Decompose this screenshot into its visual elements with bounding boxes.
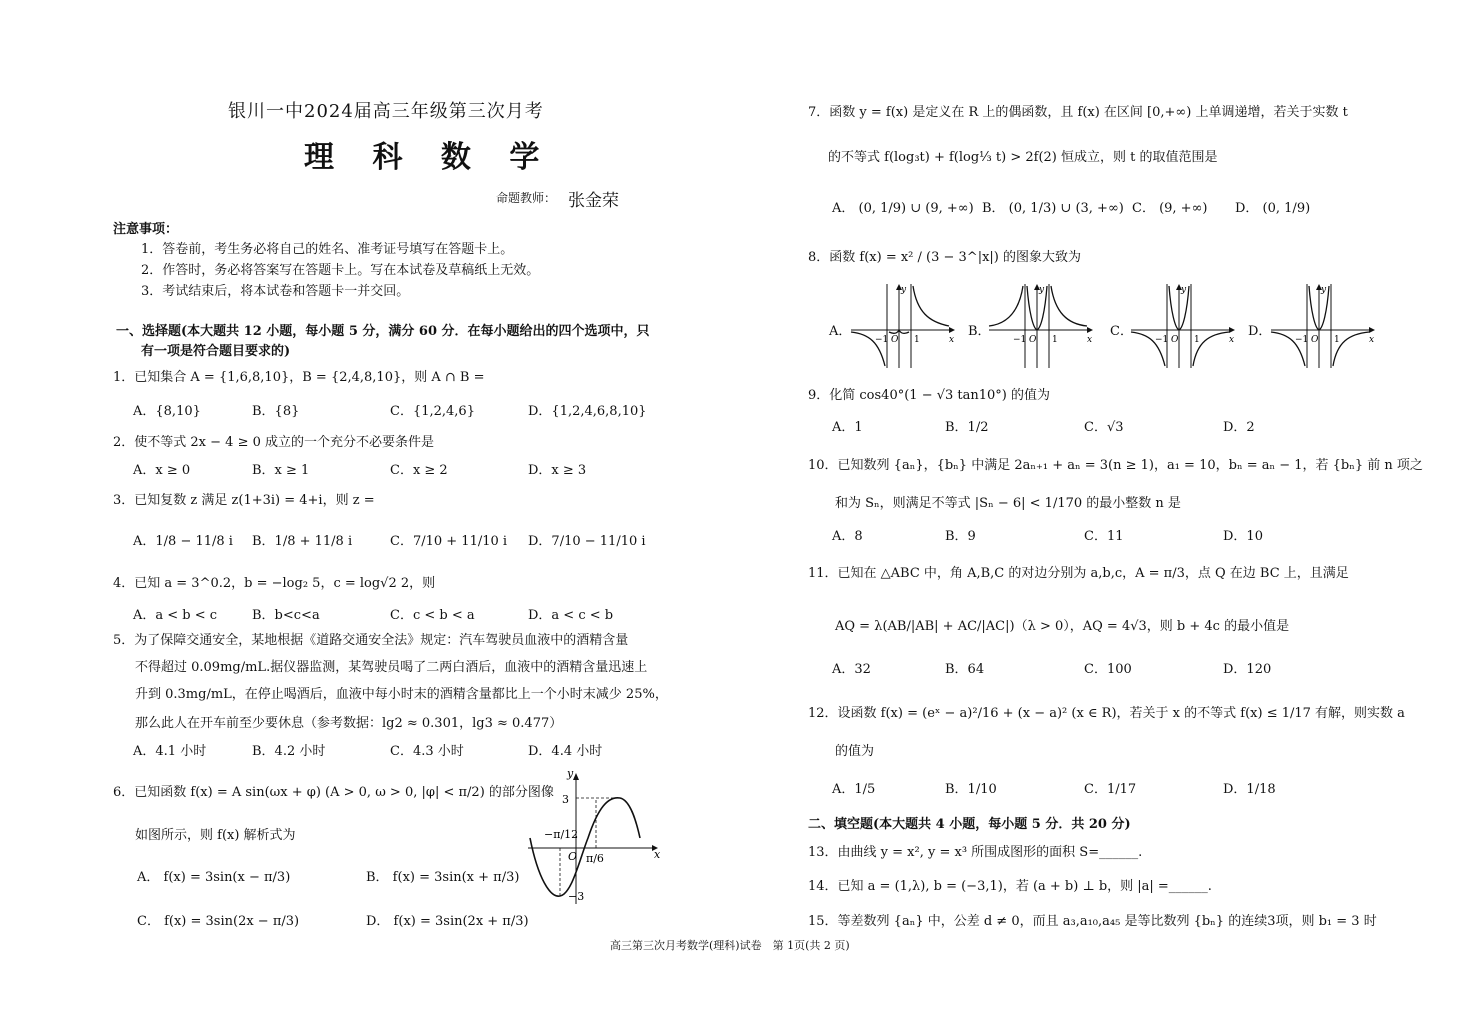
graph8-b-figure: [987, 282, 1097, 370]
section1-heading-cont: 有一项是符合题目要求的): [141, 344, 291, 359]
q2-option-c: C．x ≥ 2: [390, 463, 448, 478]
author-name: 张金荣: [568, 191, 619, 211]
question-4-stem: 4．已知 a = 3^0.2，b = −log₂ 5，c = log√2 2，则: [113, 576, 436, 591]
question-5-stem-cont: 那么此人在开车前至少要休息（参考数据：lg2 ≈ 0.301，lg3 ≈ 0.477）: [135, 716, 563, 731]
question-6-stem-cont: 如图所示，则 f(x) 解析式为: [135, 828, 296, 843]
question-14-stem: 14．已知 a = (1,λ), b = (−3,1)，若 (a + b) ⊥ b，则 |a| =______.: [808, 879, 1212, 894]
q3-option-d: D．7/10 − 11/10 i: [528, 534, 646, 549]
graph8-b-origin: O: [1029, 335, 1037, 345]
q9-option-c: C．√3: [1084, 420, 1124, 435]
notice-item: 1．答卷前，考生务必将自己的姓名、准考证号填写在答题卡上。: [141, 242, 514, 257]
q4-option-c: C．c < b < a: [390, 608, 475, 623]
graph6-ymin-label: −3: [568, 890, 585, 903]
sine-graph-figure: [524, 768, 660, 908]
graph8-c-x: x: [1229, 335, 1235, 345]
graph8-d-one: 1: [1334, 335, 1340, 345]
question-7-stem-cont: 的不等式 f(log₃t) + f(log⅓ t) > 2f(2) 恒成立，则 t 的取值范围是: [828, 150, 1218, 165]
question-6-stem: 6．已知函数 f(x) = A sin(ωx + φ) (A > 0, ω > 0, |φ| < π/2) 的部分图像: [113, 785, 554, 800]
q1-option-d: D．{1,2,4,6,8,10}: [528, 404, 647, 419]
graph8-c-neg1: −1: [1155, 335, 1169, 345]
q5-option-a: A．4.1 小时: [133, 744, 207, 759]
question-8-stem: 8．函数 f(x) = x² / (3 − 3^|x|) 的图象大致为: [808, 250, 1081, 265]
graph8-d-neg1: −1: [1295, 335, 1309, 345]
notice-item: 3．考试结束后，将本试卷和答题卡一并交回。: [141, 284, 410, 299]
q12-option-a: A．1/5: [832, 782, 876, 797]
q9-option-a: A．1: [832, 420, 863, 435]
author-label: 命题教师：: [496, 191, 557, 205]
graph8-b-y: y: [1039, 285, 1045, 295]
question-1-stem: 1．已知集合 A = {1,6,8,10}，B = {2,4,8,10}，则 A ∩ B =: [113, 370, 485, 385]
q10-option-a: A．8: [832, 529, 863, 544]
q11-option-a: A．32: [832, 662, 871, 677]
question-2-stem: 2．使不等式 2x − 4 ≥ 0 成立的一个充分不必要条件是: [113, 435, 434, 450]
q1-option-c: C．{1,2,4,6}: [390, 404, 475, 419]
graph8-b-neg1: −1: [1013, 335, 1027, 345]
q9-option-b: B．1/2: [945, 420, 989, 435]
q7-option-c: C． (9, +∞): [1132, 201, 1208, 216]
section2-heading: 二、填空题(本大题共 4 小题，每小题 5 分．共 20 分): [808, 817, 1131, 832]
notice-heading: 注意事项：: [113, 222, 179, 237]
graph6-ymax-label: 3: [562, 793, 569, 806]
q8-option-b: B．: [968, 324, 991, 339]
graph8-d-origin: O: [1311, 335, 1319, 345]
graph8-a-neg1: −1: [875, 335, 889, 345]
q2-option-a: A．x ≥ 0: [133, 463, 191, 478]
q6-option-c: C． f(x) = 3sin(2x − π/3): [137, 914, 300, 929]
notice-item: 2．作答时，务必将答案写在答题卡上。写在本试卷及草稿纸上无效。: [141, 263, 540, 278]
question-3-stem: 3．已知复数 z 满足 z(1+3i) = 4+i，则 z =: [113, 493, 375, 508]
question-5-stem: 5．为了保障交通安全，某地根据《道路交通安全法》规定：汽车驾驶员血液中的酒精含量: [113, 633, 629, 648]
graph6-x-label: x: [654, 848, 660, 861]
graph8-c-y: y: [1181, 285, 1187, 295]
question-12-stem-cont: 的值为: [835, 744, 875, 759]
q8-option-a: A．: [829, 324, 852, 339]
question-5-stem-cont: 不得超过 0.09mg/mL.据仪器监测，某驾驶员喝了二两白酒后，血液中的酒精含量迅速上: [135, 660, 648, 675]
q2-option-b: B．x ≥ 1: [252, 463, 310, 478]
graph8-a-origin: O: [891, 335, 899, 345]
graph6-y-label: y: [567, 768, 574, 780]
page-footer: 高三第三次月考数学(理科)试卷 第 1页(共 2 页): [610, 939, 850, 952]
q4-option-b: B．b<c<a: [252, 608, 320, 623]
question-5-stem-cont: 升到 0.3mg/mL，在停止喝酒后，血液中每小时末的酒精含量都比上一个小时末减少 25%，: [135, 687, 668, 702]
q3-option-b: B．1/8 + 11/8 i: [252, 534, 353, 549]
graph8-d-figure: [1269, 282, 1379, 370]
q10-option-c: C．11: [1084, 529, 1124, 544]
q8-option-c: C．: [1110, 324, 1133, 339]
exam-title: 银川一中2024届高三年级第三次月考: [228, 101, 544, 122]
q12-option-c: C．1/17: [1084, 782, 1137, 797]
graph6-xright-label: π/6: [586, 852, 604, 865]
q4-option-d: D．a < c < b: [528, 608, 614, 623]
q3-option-c: C．7/10 + 11/10 i: [390, 534, 508, 549]
graph8-d-x: x: [1369, 335, 1375, 345]
q7-option-d: D． (0, 1/9): [1235, 201, 1311, 216]
question-15-stem: 15．等差数列 {aₙ} 中，公差 d ≠ 0，而且 a₃,a₁₀,a₄₅ 是等比数列 {bₙ} 的连续3项，则 b₁ = 3 时: [808, 914, 1377, 929]
q5-option-b: B．4.2 小时: [252, 744, 326, 759]
graph8-c-one: 1: [1194, 335, 1200, 345]
graph6-origin-label: O: [568, 850, 578, 863]
graph6-xleft-label: −π/12: [544, 828, 579, 841]
question-10-stem-cont: 和为 Sₙ，则满足不等式 |Sₙ − 6| < 1/170 的最小整数 n 是: [835, 496, 1181, 511]
q4-option-a: A．a < b < c: [133, 608, 218, 623]
q6-option-d: D． f(x) = 3sin(2x + π/3): [366, 914, 529, 929]
graph8-a-y: y: [901, 285, 907, 295]
q2-option-d: D．x ≥ 3: [528, 463, 587, 478]
q12-option-b: B．1/10: [945, 782, 997, 797]
graph8-a-one: 1: [914, 335, 920, 345]
subject-title: 理 科 数 学: [304, 140, 554, 175]
q1-option-a: A．{8,10}: [133, 404, 201, 419]
q10-option-d: D．10: [1223, 529, 1263, 544]
question-9-stem: 9．化简 cos40°(1 − √3 tan10°) 的值为: [808, 388, 1051, 403]
question-11-stem: 11．已知在 △ABC 中，角 A,B,C 的对边分别为 a,b,c，A = π/3，点 Q 在边 BC 上，且满足: [808, 566, 1349, 581]
graph8-c-figure: [1129, 282, 1239, 370]
q3-option-a: A．1/8 − 11/8 i: [133, 534, 233, 549]
q12-option-d: D．1/18: [1223, 782, 1276, 797]
q5-option-c: C．4.3 小时: [390, 744, 464, 759]
q8-option-d: D．: [1248, 324, 1272, 339]
q9-option-d: D．2: [1223, 420, 1255, 435]
section1-heading: 一、选择题(本大题共 12 小题，每小题 5 分，满分 60 分．在每小题给出的四个选项中，只: [116, 324, 650, 339]
q11-option-c: C．100: [1084, 662, 1132, 677]
q7-option-b: B． (0, 1/3) ∪ (3, +∞): [982, 201, 1124, 216]
graph8-a-figure: [849, 282, 959, 370]
q5-option-d: D．4.4 小时: [528, 744, 603, 759]
graph8-a-x: x: [949, 335, 955, 345]
question-12-stem: 12．设函数 f(x) = (eˣ − a)²/16 + (x − a)² (x ∈ R)，若关于 x 的不等式 f(x) ≤ 1/17 有解，则实数 a: [808, 706, 1405, 721]
graph8-c-origin: O: [1171, 335, 1179, 345]
graph8-b-x: x: [1087, 335, 1093, 345]
graph8-d-y: y: [1321, 285, 1327, 295]
q11-option-b: B．64: [945, 662, 985, 677]
right-column: [737, 0, 1474, 1020]
q1-option-b: B．{8}: [252, 404, 300, 419]
question-13-stem: 13．由曲线 y = x², y = x³ 所围成图形的面积 S=______.: [808, 845, 1143, 860]
question-10-stem: 10．已知数列 {aₙ}，{bₙ} 中满足 2aₙ₊₁ + aₙ = 3(n ≥ 1)，a₁ = 10，bₙ = aₙ − 1，若 {bₙ} 前 n 项之: [808, 458, 1423, 473]
q6-option-b: B． f(x) = 3sin(x + π/3): [366, 870, 520, 885]
question-11-stem-cont: AQ = λ(AB/|AB| + AC/|AC|)（λ > 0），AQ = 4√3，则 b + 4c 的最小值是: [835, 619, 1290, 634]
q10-option-b: B．9: [945, 529, 976, 544]
q6-option-a: A． f(x) = 3sin(x − π/3): [137, 870, 291, 885]
graph8-b-one: 1: [1052, 335, 1058, 345]
question-7-stem: 7．函数 y = f(x) 是定义在 R 上的偶函数，且 f(x) 在区间 [0,+∞) 上单调递增，若关于实数 t: [808, 105, 1348, 120]
q7-option-a: A． (0, 1/9) ∪ (9, +∞): [832, 201, 974, 216]
q11-option-d: D．120: [1223, 662, 1272, 677]
